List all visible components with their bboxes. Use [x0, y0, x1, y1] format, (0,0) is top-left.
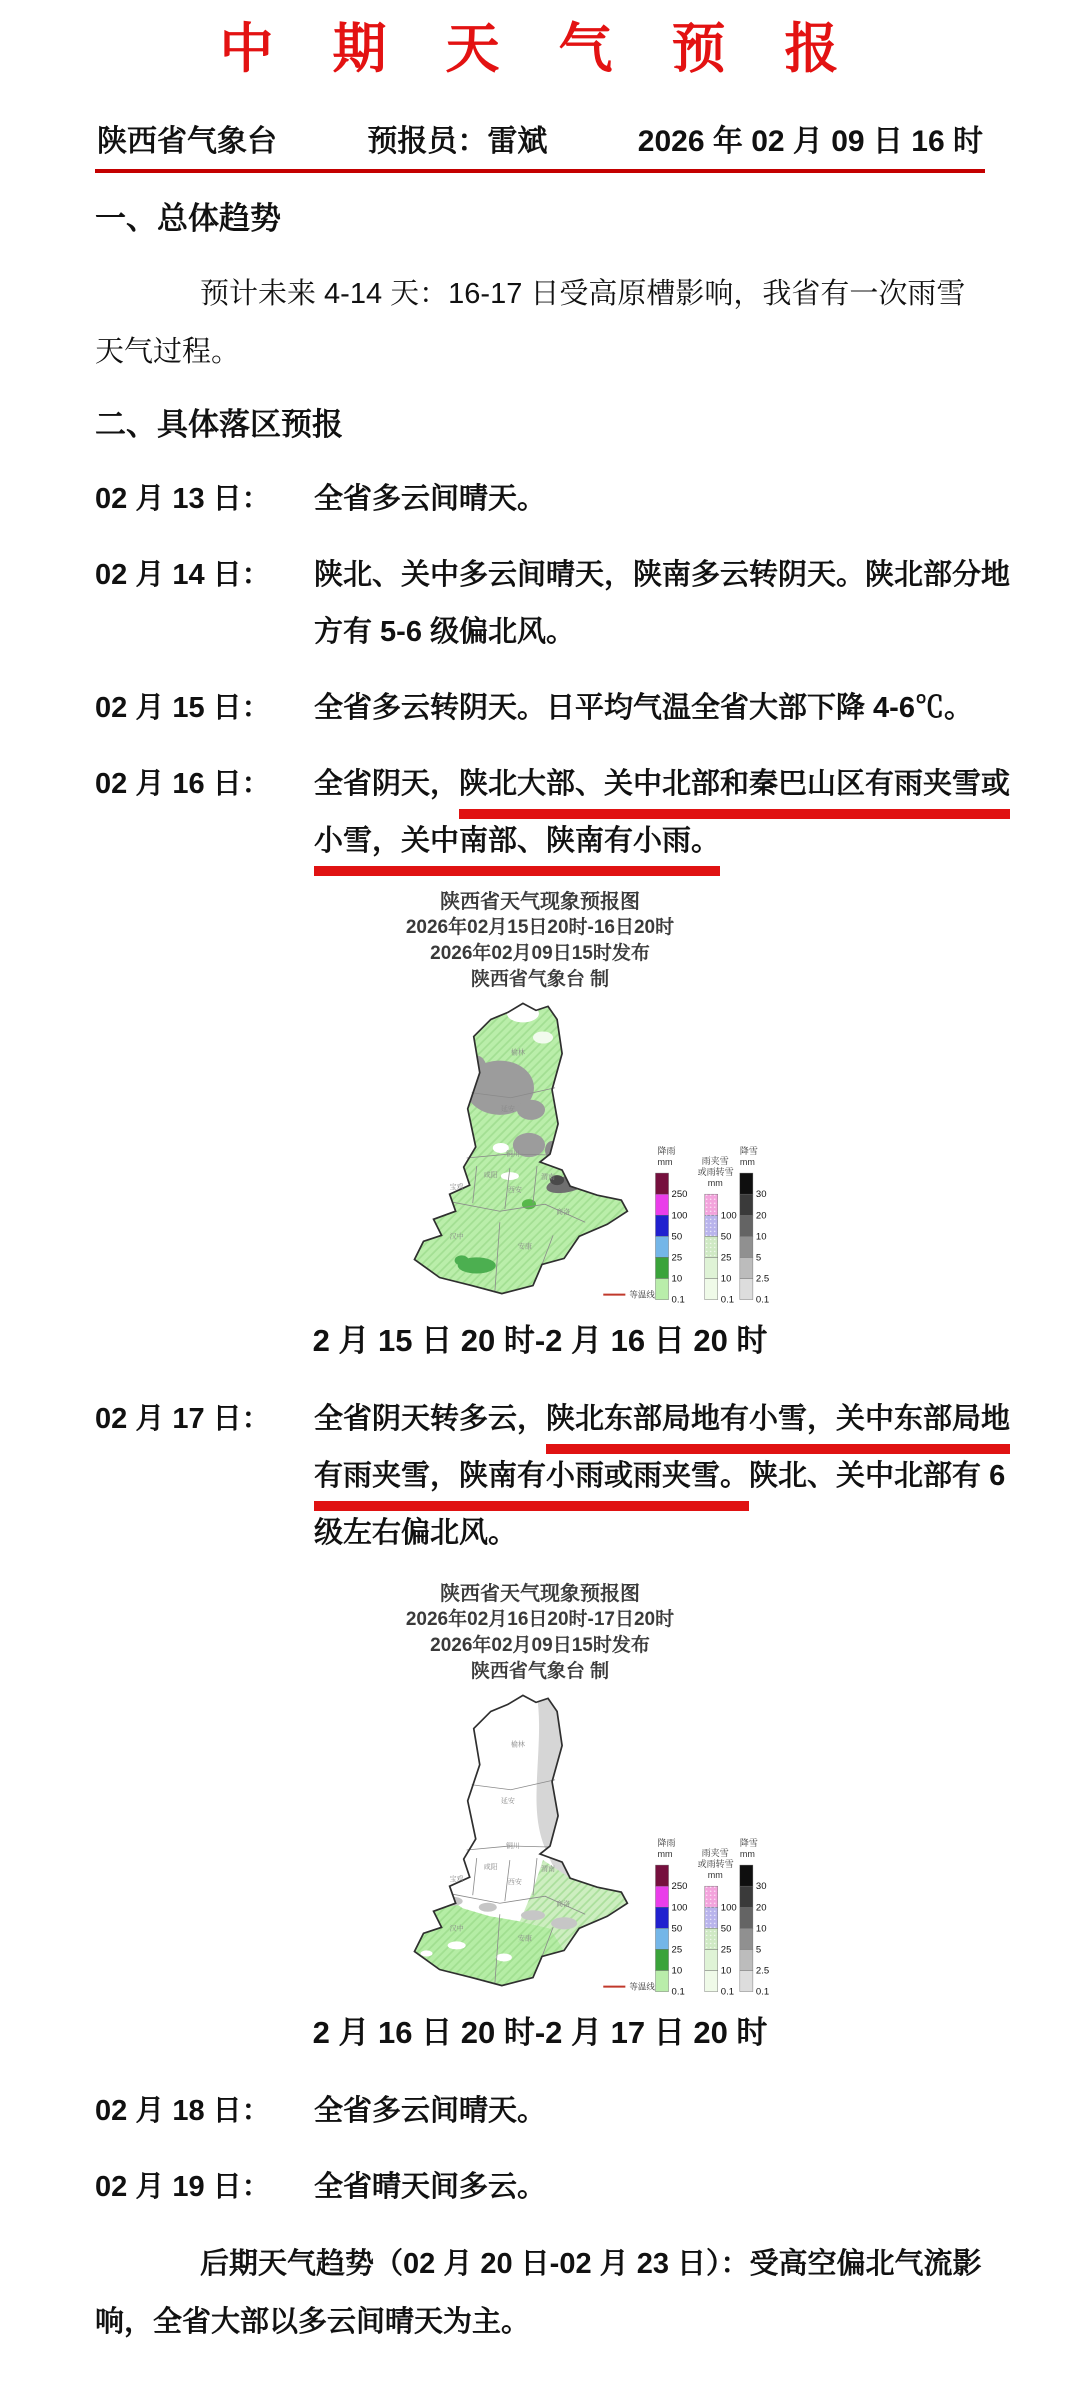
city-label: 宝鸡 — [449, 1876, 464, 1884]
entry-date-label: 02 月 15 日： — [95, 692, 271, 724]
map-caption-2: 2 月 16 日 20 时-2 月 17 日 20 时 — [312, 2015, 768, 2050]
legend-swatch — [740, 1173, 753, 1194]
city-label: 汉中 — [449, 1925, 464, 1933]
legend-value: 10 — [755, 1923, 767, 1935]
legend-title: mm — [707, 1870, 723, 1881]
legend-value: 0.1 — [671, 1294, 685, 1306]
map-issue-time: 2026年02月09日15时发布 — [430, 1635, 650, 1656]
station-name: 陕西省气象台 — [97, 125, 277, 158]
map-title: 陕西省天气现象预报图 — [440, 1583, 640, 1605]
map-figure-1 — [95, 889, 985, 1319]
legend-value: 100 — [671, 1210, 688, 1222]
page-title: 中 期 天 气 预 报 — [219, 19, 861, 79]
legend-swatch — [655, 1907, 668, 1928]
highlighted-text: 有雨夹雪，陕南有小雨或雨夹雪。 — [314, 1456, 749, 1511]
entry-date-label: 02 月 19 日： — [95, 2171, 271, 2203]
legend-title: mm — [657, 1849, 673, 1860]
city-label: 延安 — [500, 1105, 515, 1113]
legend-swatch — [655, 1215, 668, 1236]
legend-swatch — [740, 1279, 753, 1300]
issue-datetime: 2026 年 02 月 09 日 16 时 — [637, 125, 983, 158]
city-label: 咸阳 — [483, 1172, 498, 1180]
legend-value: 50 — [671, 1923, 683, 1935]
doc-header — [95, 116, 985, 173]
legend-swatch — [740, 1907, 753, 1928]
outlook-paragraph — [95, 2235, 985, 2351]
plain-text: 陕北、关中多云间晴天，陕南多云转阴天。陕北部分地 — [314, 559, 1011, 591]
legend-value: 50 — [671, 1231, 683, 1243]
city-label: 咸阳 — [483, 1864, 498, 1872]
legend-title: 雨夹雪 — [701, 1848, 729, 1859]
legend-value: 20 — [755, 1210, 767, 1222]
entry-text — [314, 756, 1010, 870]
city-label: 商洛 — [556, 1901, 571, 1909]
section-heading-detail: 二、具体落区预报 — [95, 407, 343, 442]
legend-swatch — [705, 1949, 718, 1970]
legend-value: 10 — [720, 1273, 732, 1285]
entry-date-label: 02 月 13 日： — [95, 483, 271, 515]
legend-swatch — [740, 1928, 753, 1949]
map-figure-2 — [95, 1581, 985, 2011]
legend-title: 或雨转雪 — [697, 1167, 734, 1178]
city-label: 渭南 — [541, 1174, 556, 1182]
forecast-entry — [95, 2083, 985, 2140]
plain-text: 陕北、关中北部有 6 — [749, 1460, 1006, 1492]
legend-title: 降雪 — [739, 1145, 758, 1156]
map-title-block-2 — [95, 1581, 985, 1685]
plain-text: 全省多云转阴天。日平均气温全省大部下降 4-6℃。 — [314, 692, 973, 724]
legend-swatch — [740, 1215, 753, 1236]
legend-value: 5 — [755, 1252, 762, 1264]
map-valid-period: 2026年02月15日20时-16日20时 — [405, 917, 675, 938]
legend-swatch — [705, 1279, 718, 1300]
legend-value: 0.1 — [720, 1986, 735, 1998]
legend-swatch — [655, 1949, 668, 1970]
forecaster: 预报员：雷斌 — [367, 125, 548, 158]
legend-value: 50 — [720, 1231, 732, 1243]
forecast-entry — [95, 2159, 985, 2216]
legend-value: 10 — [720, 1965, 732, 1977]
isoline-label: 等温线 — [629, 1981, 655, 1992]
forecast-entry — [95, 471, 985, 528]
entry-date-label: 02 月 16 日： — [95, 768, 271, 800]
legend-swatch — [655, 1928, 668, 1949]
legend-value: 250 — [671, 1881, 688, 1893]
legend-swatch — [655, 1257, 668, 1278]
plain-text: 全省阴天， — [314, 768, 460, 800]
legend-value: 100 — [720, 1210, 737, 1222]
highlighted-text: 小雪，关中南部、陕南有小雨。 — [314, 821, 720, 876]
entry-text — [314, 2159, 985, 2216]
legend-value: 30 — [755, 1189, 767, 1201]
entry-text — [314, 1391, 1010, 1562]
entry-text — [314, 680, 985, 737]
isoline-label: 等温线 — [629, 1289, 655, 1300]
map-legend — [603, 1837, 769, 1998]
legend-value: 20 — [755, 1902, 767, 1914]
forecast-entry — [95, 680, 985, 737]
outlook-rest: 受高空偏北气流影响，全省大部以多云间晴天为主。 — [95, 2248, 982, 2338]
plain-text: 全省多云间晴天。 — [314, 2095, 547, 2127]
legend-title: 降雨 — [657, 1837, 676, 1848]
forecast-entries-top — [95, 471, 1011, 870]
legend-swatch — [655, 1886, 668, 1907]
entry-text — [314, 547, 1010, 661]
legend-value: 50 — [720, 1923, 732, 1935]
legend-swatch — [655, 1279, 668, 1300]
city-label: 西安 — [507, 1879, 522, 1887]
legend-swatch — [655, 1173, 668, 1194]
legend-title: 雨夹雪 — [701, 1156, 729, 1167]
legend-swatch — [740, 1971, 753, 1992]
city-label: 宝鸡 — [449, 1184, 464, 1192]
entry-date-label: 02 月 17 日： — [95, 1403, 271, 1435]
legend-swatch — [655, 1971, 668, 1992]
legend-value: 0.1 — [720, 1294, 735, 1306]
city-label: 商洛 — [556, 1209, 571, 1217]
section-heading-overall: 一、总体趋势 — [95, 201, 281, 236]
outlook-lead: 后期天气趋势（02 月 20 日-02 月 23 日）： — [200, 2248, 750, 2280]
entry-date-label: 02 月 18 日： — [95, 2095, 271, 2127]
map-producer: 陕西省气象台 制 — [470, 969, 610, 990]
legend-value: 25 — [671, 1252, 683, 1264]
legend-swatch — [655, 1236, 668, 1257]
legend-swatch — [705, 1257, 718, 1278]
legend-value: 10 — [671, 1273, 683, 1285]
legend-value: 25 — [720, 1252, 732, 1264]
map-title-block-1 — [95, 889, 985, 993]
legend-value: 0.1 — [755, 1986, 770, 1998]
city-label: 铜川 — [505, 1151, 520, 1159]
entry-text — [314, 471, 985, 528]
document — [95, 16, 1011, 2351]
legend-title: 或雨转雪 — [697, 1859, 734, 1870]
overall-paragraph: 预计未来 4-14 天：16-17 日受高原槽影响，我省有一次雨雪天气过程。 — [95, 278, 966, 368]
weather-map-2 — [304, 1689, 776, 2006]
city-label: 延安 — [500, 1797, 515, 1805]
plain-text: 全省晴天间多云。 — [314, 2171, 547, 2203]
forecast-entry — [95, 1391, 1011, 1562]
legend-swatch — [740, 1865, 753, 1886]
forecast-entries-mid — [95, 1391, 1011, 1562]
entry-date-label: 02 月 14 日： — [95, 559, 271, 591]
forecast-entry — [95, 756, 1011, 870]
legend-value: 25 — [720, 1944, 732, 1956]
legend-value: 100 — [671, 1902, 688, 1914]
city-label: 安康 — [517, 1935, 532, 1943]
legend-value: 2.5 — [755, 1273, 770, 1285]
map-issue-time: 2026年02月09日15时发布 — [430, 943, 650, 964]
city-label: 渭南 — [541, 1866, 556, 1874]
legend-swatch — [740, 1236, 753, 1257]
legend-swatch — [740, 1257, 753, 1278]
city-label: 西安 — [507, 1187, 522, 1195]
legend-value: 100 — [720, 1902, 737, 1914]
legend-swatch — [705, 1971, 718, 1992]
legend-value: 5 — [755, 1944, 762, 1956]
map-legend — [603, 1145, 769, 1306]
legend-swatch — [655, 1194, 668, 1215]
legend-value: 10 — [671, 1965, 683, 1977]
legend-value: 10 — [755, 1231, 767, 1243]
city-label: 汉中 — [449, 1233, 464, 1241]
legend-title: 降雨 — [657, 1145, 676, 1156]
legend-value: 0.1 — [755, 1294, 770, 1306]
highlighted-text: 陕北大部、关中北部和秦巴山区有雨夹雪或 — [459, 764, 1010, 819]
city-label: 安康 — [517, 1243, 532, 1251]
legend-swatch — [655, 1865, 668, 1886]
forecast-entries-bottom — [95, 2083, 985, 2216]
plain-text: 全省阴天转多云， — [314, 1403, 547, 1435]
legend-title: mm — [739, 1849, 755, 1860]
legend-value: 250 — [671, 1189, 688, 1201]
plain-text: 全省多云间晴天。 — [314, 483, 547, 515]
legend-swatch — [740, 1194, 753, 1215]
legend-value: 25 — [671, 1944, 683, 1956]
legend-title: mm — [657, 1157, 673, 1168]
legend-value: 2.5 — [755, 1965, 770, 1977]
legend-title: 降雪 — [739, 1837, 758, 1848]
plain-text: 级左右偏北风。 — [314, 1517, 518, 1549]
legend-value: 30 — [755, 1881, 767, 1893]
city-label: 榆林 — [510, 1049, 525, 1057]
entry-text — [314, 2083, 985, 2140]
forecast-entry — [95, 547, 1011, 661]
plain-text: 方有 5-6 级偏北风。 — [314, 616, 576, 648]
legend-title: mm — [707, 1178, 723, 1189]
legend-swatch — [740, 1949, 753, 1970]
weather-map-1 — [304, 997, 776, 1314]
city-label: 榆林 — [510, 1741, 525, 1749]
map-valid-period: 2026年02月16日20时-17日20时 — [405, 1609, 675, 1630]
city-label: 铜川 — [505, 1843, 520, 1851]
map-producer: 陕西省气象台 制 — [470, 1661, 610, 1682]
legend-swatch — [740, 1886, 753, 1907]
map-title: 陕西省天气现象预报图 — [440, 891, 640, 913]
highlighted-text: 陕北东部局地有小雪，关中东部局地 — [546, 1399, 1010, 1454]
legend-title: mm — [739, 1157, 755, 1168]
legend-value: 0.1 — [671, 1986, 685, 1998]
map-caption-1: 2 月 15 日 20 时-2 月 16 日 20 时 — [312, 1323, 768, 1358]
